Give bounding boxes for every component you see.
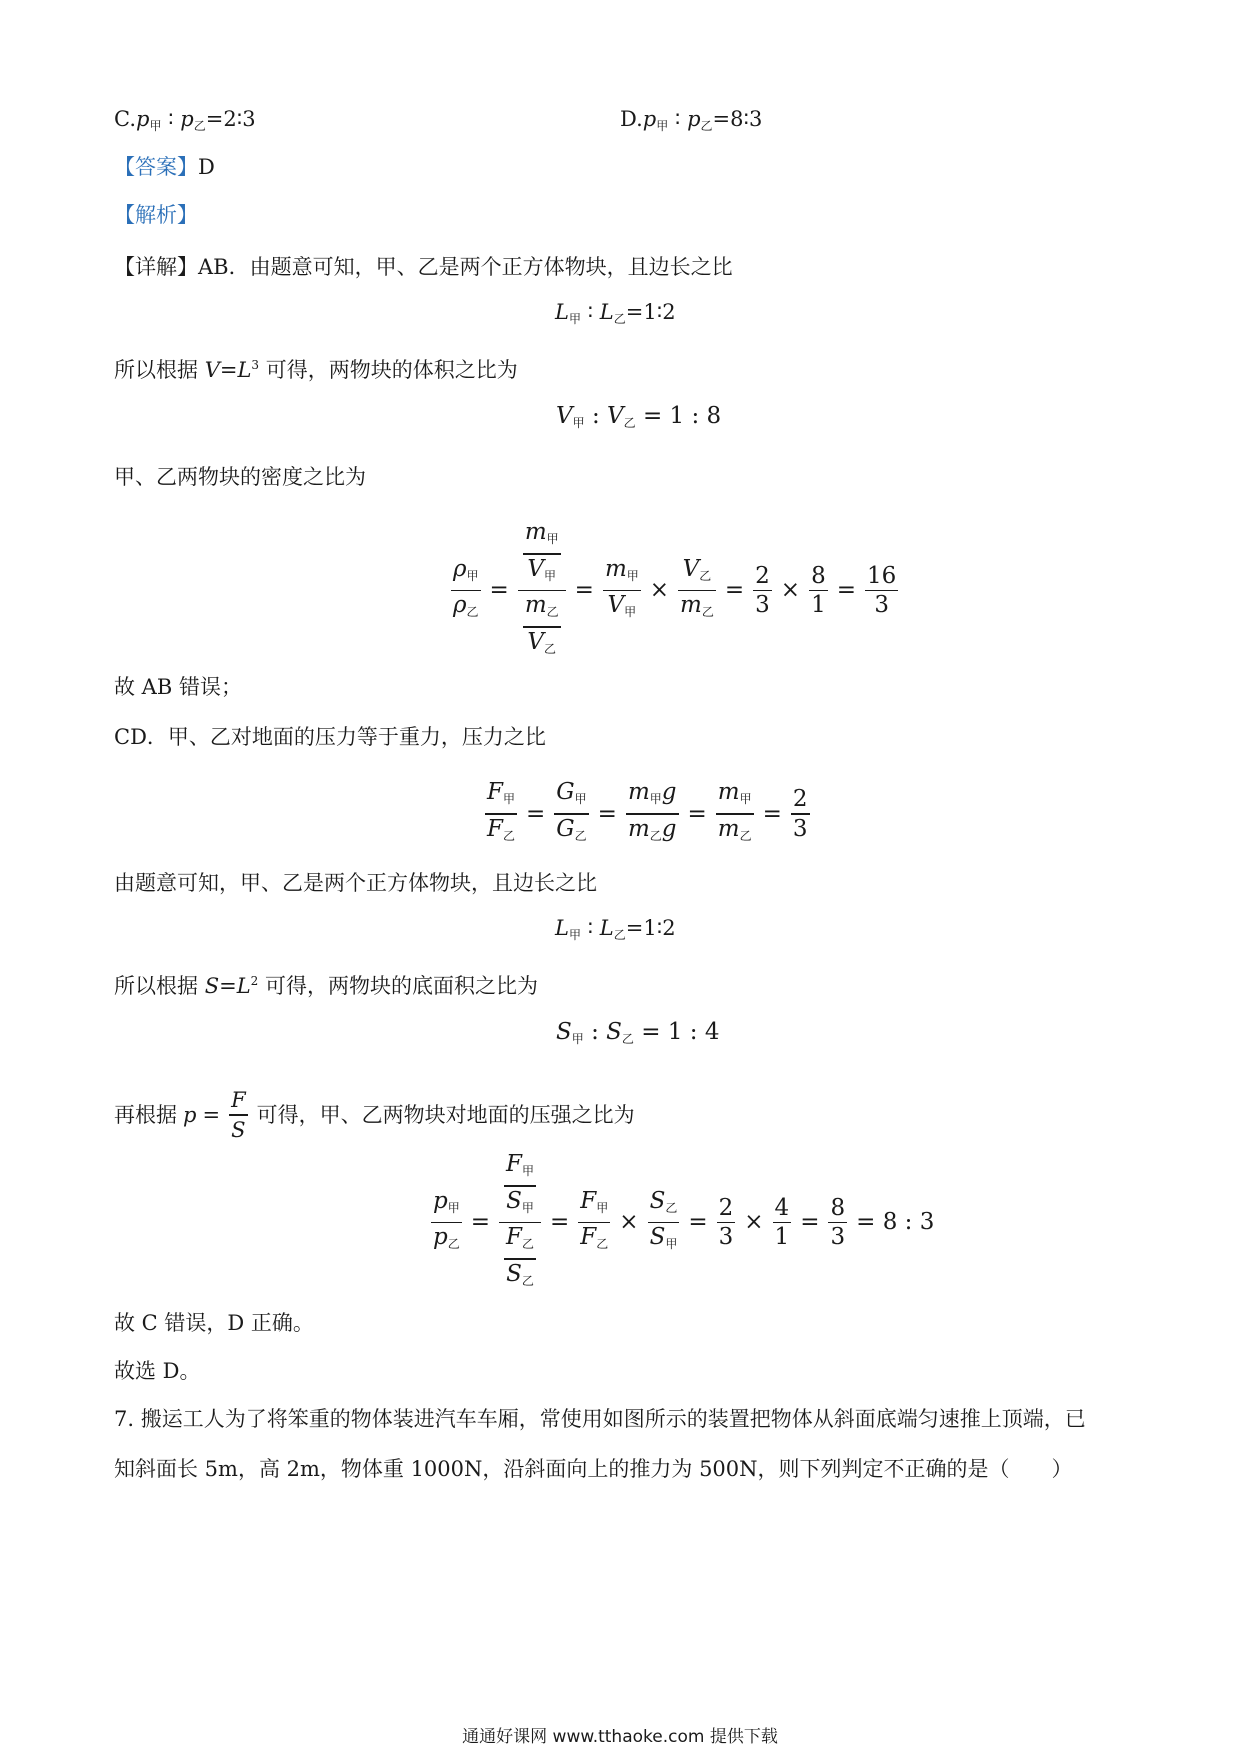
page-footer: 通通好课网 www.tthaoke.com 提供下载 bbox=[462, 1727, 778, 1747]
question7-line2: 知斜面长 5m，高 2m，物体重 1000N，沿斜面向上的推力为 500N，则下列判定不正确的是（ ） bbox=[114, 1457, 1073, 1481]
cd-conclusion: 故 C 错误，D 正确。 bbox=[114, 1311, 314, 1335]
side-ratio-equation-1: $L_甲$ ∶ $L_乙=1∶2$ bbox=[555, 300, 676, 326]
answer-line bbox=[114, 152, 215, 182]
answer-label: 【答案】 bbox=[114, 155, 198, 179]
final-choice: 故选 D。 bbox=[114, 1359, 201, 1383]
answer-value: D bbox=[198, 155, 215, 179]
density-intro: 甲、乙两物块的密度之比为 bbox=[114, 465, 366, 489]
side-ratio-equation-2: $L_甲$ ∶ $L_乙=1∶2$ bbox=[555, 916, 676, 942]
detail-ab-intro: 【详解】AB．由题意可知，甲、乙是两个正方体物块，且边长之比 bbox=[114, 255, 733, 279]
area-intro: 所以根据 $S=L^2$ 可得，两物块的底面积之比为 bbox=[114, 974, 538, 998]
side-intro: 由题意可知，甲、乙是两个正方体物块，且边长之比 bbox=[114, 871, 597, 895]
volume-ratio-equation: $V_甲$ : $V_乙 = 1$ : 8 bbox=[556, 403, 722, 430]
pressure-intro: 再根据 p = $\frac{F}{S}$ 可得，甲、乙两物块对地面的压强之比为 bbox=[114, 1088, 635, 1142]
pressure-ratio-equation: $\frac{p_甲}{p_乙}$ = $\frac{\frac{F_甲}{S_甲}}{\frac{F_乙}{S_乙}}$ = $\frac{F_甲}{F_乙}$ × $\frac{S_乙}{S_甲}$ = $\frac{2}{3}$ × $\frac{4}{1}$ = $\frac{8}{3}$ = 8 : 3 bbox=[433, 1151, 935, 1288]
density-ratio-equation: $\frac{\rho_甲}{\rho_乙}$ = $\frac{\frac{m_甲}{V_甲}}{\frac{m_乙}{V_乙}}$ = $\frac{m_甲}{V_甲}$ × $\frac{V_乙}{m_乙}$ = $\frac{2}{3}$ × $\frac{8}{1}$ = $\frac{16}{3}$ bbox=[453, 519, 897, 656]
option-d: $D.p_甲$ ∶ $p_乙=8∶3$ bbox=[620, 107, 763, 133]
area-ratio-equation: $S_甲$ : $S_乙 = 1$ : 4 bbox=[556, 1019, 720, 1046]
ab-conclusion: 故 AB 错误； bbox=[114, 675, 242, 699]
cd-intro: CD．甲、乙对地面的压力等于重力，压力之比 bbox=[114, 725, 546, 749]
force-ratio-equation: $\frac{F_甲}{F_乙}$ = $\frac{G_甲}{G_乙}$ = $\frac{m_甲g}{m_乙g}$ = $\frac{m_甲}{m_乙}$ = $\frac{2}{3}$ bbox=[487, 779, 808, 843]
question7-line1: 7. 搬运工人为了将笨重的物体装进汽车车厢，常使用如图所示的装置把物体从斜面底端匀速推上顶端，已 bbox=[114, 1407, 1086, 1431]
option-c: $C.p_甲$ ∶ $p_乙=2∶3$ bbox=[114, 107, 256, 133]
analysis-label: 【解析】 bbox=[114, 203, 198, 227]
volume-intro: 所以根据 $V=L^3$ 可得，两物块的体积之比为 bbox=[114, 358, 518, 382]
